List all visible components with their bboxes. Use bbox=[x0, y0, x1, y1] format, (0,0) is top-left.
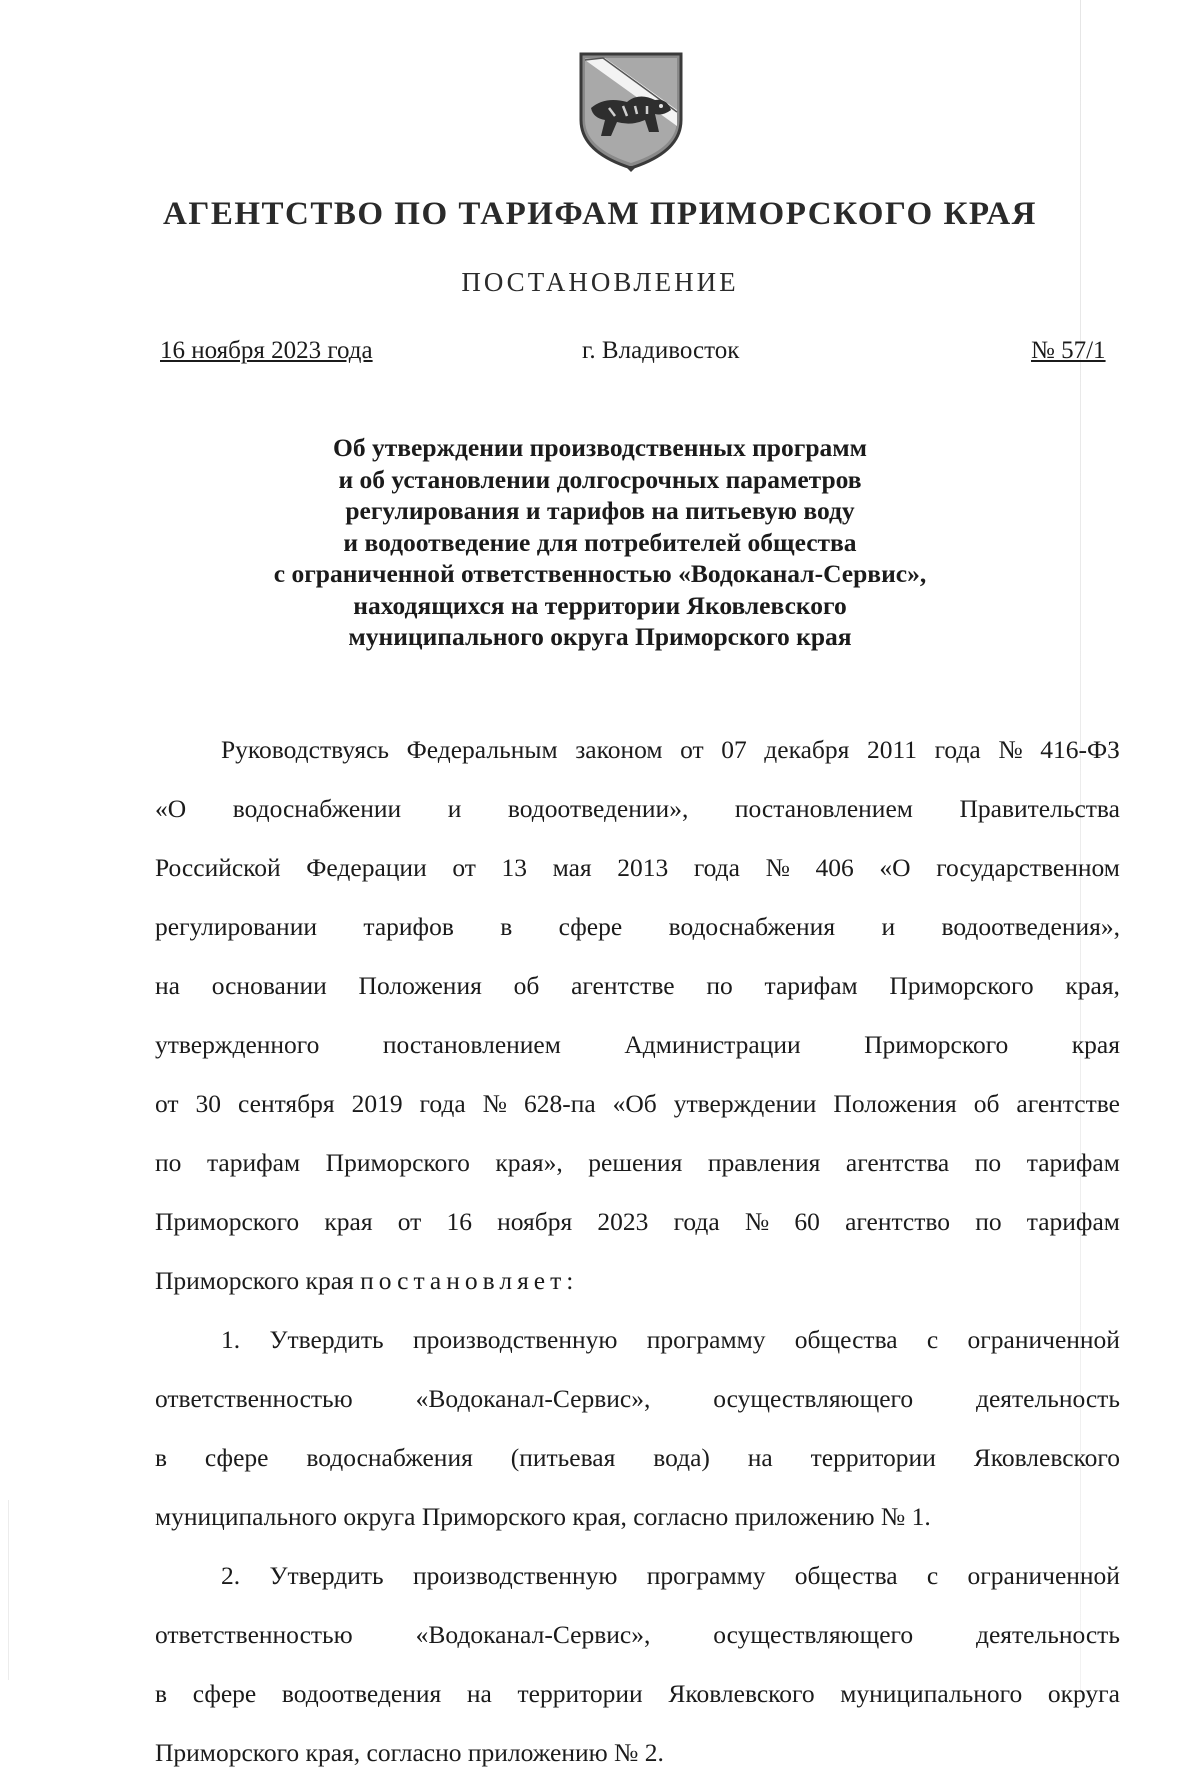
word: Федеральным bbox=[406, 735, 558, 764]
word: сфере bbox=[192, 1679, 257, 1708]
item-1-line: муниципального округа Приморского края, согласно приложению № 1. bbox=[155, 1502, 931, 1531]
word: декабря bbox=[764, 735, 850, 764]
word: тарифам bbox=[1026, 1148, 1120, 1177]
word: территории bbox=[517, 1679, 643, 1708]
word: по bbox=[155, 1148, 182, 1177]
word: края», bbox=[495, 1148, 563, 1177]
word: 07 bbox=[721, 735, 747, 764]
resolves-prefix: Приморского края bbox=[155, 1266, 354, 1295]
word: Яковлевского bbox=[973, 1443, 1120, 1472]
word: территории bbox=[810, 1443, 936, 1472]
word: водоснабжения bbox=[306, 1443, 473, 1472]
word: деятельность bbox=[976, 1384, 1120, 1413]
word: Руководствуясь bbox=[221, 735, 390, 764]
word: об bbox=[513, 971, 540, 1000]
document-city: г. Владивосток bbox=[582, 337, 740, 364]
word: вода) bbox=[653, 1443, 710, 1472]
word: от bbox=[397, 1207, 422, 1236]
word: (питьевая bbox=[510, 1443, 616, 1472]
body-line bbox=[155, 838, 1120, 897]
item-2-line bbox=[155, 1546, 1120, 1605]
word: 2. bbox=[221, 1561, 241, 1590]
title-line: муниципального округа Приморского края bbox=[348, 622, 852, 651]
word: от bbox=[680, 735, 704, 764]
word: края, bbox=[1065, 971, 1120, 1000]
word: и bbox=[881, 912, 896, 941]
word: Утвердить bbox=[269, 1325, 384, 1354]
word: об bbox=[973, 1089, 1000, 1118]
word: мая bbox=[552, 853, 592, 882]
word: в bbox=[500, 912, 513, 941]
word: в bbox=[155, 1443, 168, 1472]
item-2-line: Приморского края, согласно приложению № 2. bbox=[155, 1738, 664, 1767]
word: основании bbox=[211, 971, 327, 1000]
word: 406 bbox=[815, 853, 854, 882]
word: 2013 bbox=[617, 853, 669, 882]
document-body bbox=[155, 720, 1120, 1782]
word: Приморского bbox=[155, 1207, 300, 1236]
body-line bbox=[155, 779, 1120, 838]
word: 2019 bbox=[351, 1089, 403, 1118]
word: Администрации bbox=[624, 1030, 801, 1059]
word: решения bbox=[588, 1148, 683, 1177]
word: на bbox=[155, 971, 180, 1000]
word: «Водоканал-Сервис», bbox=[415, 1384, 651, 1413]
word: Приморского bbox=[889, 971, 1034, 1000]
word: ответственностью bbox=[155, 1620, 353, 1649]
word: и bbox=[447, 794, 462, 823]
word: агентстве bbox=[1016, 1089, 1120, 1118]
word: водоснабжения bbox=[668, 912, 836, 941]
word: муниципального bbox=[840, 1679, 1023, 1708]
word: осуществляющего bbox=[713, 1384, 914, 1413]
body-line bbox=[155, 720, 1120, 779]
word: 30 bbox=[195, 1089, 222, 1118]
word: года bbox=[419, 1089, 466, 1118]
word: Приморского bbox=[864, 1030, 1009, 1059]
word: от bbox=[452, 853, 476, 882]
document-number: № 57/1 bbox=[1031, 337, 1106, 364]
word: 60 bbox=[794, 1207, 820, 1236]
agency-name: АГЕНТСТВО ПО ТАРИФАМ ПРИМОРСКОГО КРАЯ bbox=[163, 196, 1037, 232]
item-2-line bbox=[155, 1605, 1120, 1664]
word: 2011 bbox=[866, 735, 918, 764]
word: законом bbox=[575, 735, 663, 764]
word: с bbox=[926, 1325, 939, 1354]
word: ограниченной bbox=[967, 1325, 1120, 1354]
word: деятельность bbox=[976, 1620, 1120, 1649]
item-2-line bbox=[155, 1664, 1120, 1723]
body-line bbox=[155, 1251, 1120, 1310]
word: в bbox=[155, 1679, 168, 1708]
word: сфере bbox=[558, 912, 623, 941]
word: постановлением bbox=[382, 1030, 561, 1059]
word: Федерации bbox=[306, 853, 427, 882]
item-1-line bbox=[155, 1428, 1120, 1487]
word: 628-па bbox=[523, 1089, 596, 1118]
word: агентство bbox=[845, 1207, 951, 1236]
item-1-line bbox=[155, 1369, 1120, 1428]
word: на bbox=[747, 1443, 773, 1472]
word: ответственностью bbox=[155, 1384, 353, 1413]
word: «Водоканал-Сервис», bbox=[415, 1620, 651, 1649]
word: по bbox=[706, 971, 733, 1000]
word: сфере bbox=[204, 1443, 269, 1472]
word: № bbox=[998, 735, 1023, 764]
word: тарифов bbox=[363, 912, 454, 941]
body-line bbox=[155, 897, 1120, 956]
word: года bbox=[934, 735, 981, 764]
word: общества bbox=[794, 1325, 898, 1354]
word: года bbox=[673, 1207, 720, 1236]
word: Российской bbox=[155, 853, 281, 882]
word: Правительства bbox=[959, 794, 1120, 823]
word: производственную bbox=[412, 1561, 618, 1590]
title-line: и водоотведение для потребителей общества bbox=[343, 527, 857, 557]
word: «О bbox=[879, 853, 911, 882]
body-line bbox=[155, 1015, 1120, 1074]
word: Приморского bbox=[325, 1148, 470, 1177]
word: Яковлевского bbox=[668, 1679, 815, 1708]
word: по bbox=[975, 1207, 1002, 1236]
document-title bbox=[180, 432, 1020, 653]
word: сентября bbox=[238, 1089, 335, 1118]
word: от bbox=[155, 1089, 179, 1118]
word: утверждении bbox=[673, 1089, 817, 1118]
resolves-keyword: постановляет: bbox=[360, 1266, 579, 1295]
word: агентстве bbox=[571, 971, 675, 1000]
word: округа bbox=[1047, 1679, 1120, 1708]
body-line bbox=[155, 1074, 1120, 1133]
document-type: ПОСТАНОВЛЕНИЕ bbox=[461, 267, 739, 297]
word: 16 bbox=[446, 1207, 472, 1236]
word: 416-ФЗ bbox=[1040, 735, 1120, 764]
word: тарифам bbox=[764, 971, 858, 1000]
word: производственную bbox=[412, 1325, 618, 1354]
word: Положения bbox=[358, 971, 482, 1000]
word: тарифам bbox=[1026, 1207, 1120, 1236]
word: программу bbox=[646, 1561, 766, 1590]
word: водоотведении», bbox=[507, 794, 689, 823]
word: № bbox=[765, 853, 790, 882]
scan-margin-line-left bbox=[8, 1500, 9, 1680]
word: 2023 bbox=[597, 1207, 649, 1236]
word: водоотведения bbox=[281, 1679, 442, 1708]
body-line bbox=[155, 1192, 1120, 1251]
title-line: регулирования и тарифов на питьевую воду bbox=[345, 496, 855, 525]
word: края bbox=[1071, 1030, 1120, 1059]
word: на bbox=[466, 1679, 492, 1708]
word: постановлением bbox=[734, 794, 913, 823]
word: по bbox=[974, 1148, 1002, 1177]
word: утвержденного bbox=[155, 1030, 320, 1059]
word: правления bbox=[707, 1148, 821, 1177]
title-line: Об утверждении производственных программ bbox=[333, 433, 867, 462]
item-1-line bbox=[155, 1310, 1120, 1369]
body-line bbox=[155, 956, 1120, 1015]
word: «О bbox=[155, 794, 187, 823]
word: № bbox=[744, 1207, 770, 1236]
title-line: и об установлении долгосрочных параметров bbox=[338, 464, 862, 494]
word: Утвердить bbox=[269, 1561, 384, 1590]
word: с bbox=[926, 1561, 939, 1590]
document-date: 16 ноября 2023 года bbox=[160, 337, 373, 364]
word: года bbox=[693, 853, 740, 882]
word: 13 bbox=[501, 853, 527, 882]
body-line bbox=[155, 1133, 1120, 1192]
word: государственном bbox=[936, 853, 1120, 882]
word: края bbox=[324, 1207, 373, 1236]
word: общества bbox=[794, 1561, 898, 1590]
word: тарифам bbox=[206, 1148, 301, 1177]
word: ноября bbox=[497, 1207, 573, 1236]
word: водоотведения», bbox=[941, 912, 1120, 941]
word: Положения bbox=[833, 1089, 957, 1118]
word: 1. bbox=[221, 1325, 241, 1354]
word: водоснабжении bbox=[232, 794, 402, 823]
word: ограниченной bbox=[967, 1561, 1120, 1590]
word: программу bbox=[646, 1325, 766, 1354]
word: регулировании bbox=[155, 912, 317, 941]
title-line: с ограниченной ответственностью «Водоканал-Сервис», bbox=[273, 559, 927, 588]
word: агентства bbox=[845, 1148, 950, 1177]
title-line: находящихся на территории Яковлевского bbox=[353, 590, 847, 620]
word: № bbox=[482, 1089, 507, 1118]
coat-of-arms-icon bbox=[575, 48, 687, 174]
word: «Об bbox=[612, 1089, 657, 1118]
word: осуществляющего bbox=[713, 1620, 914, 1649]
